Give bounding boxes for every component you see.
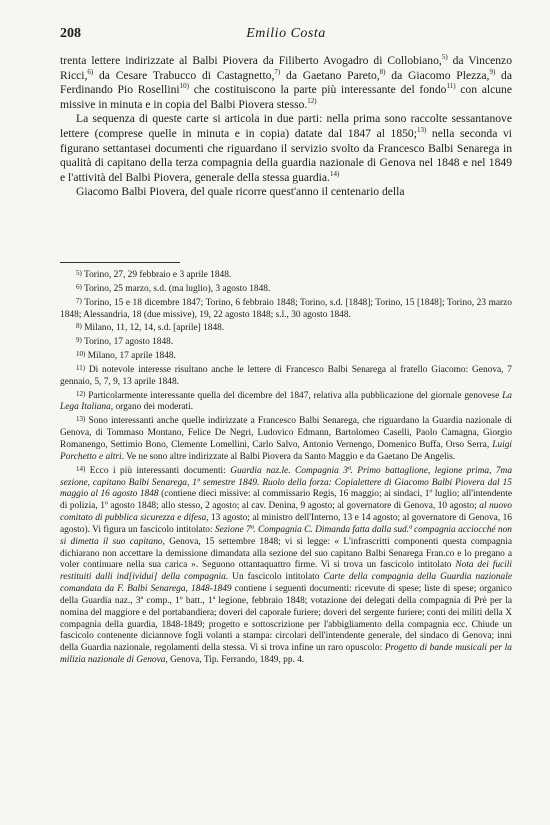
footnote-13: $^{13)}$ Sono interessanti anche quelle indirizzate a Francesco Balbi Senarega, che riguardano la Guardia nazionale di Genova, di Tommaso Montano, Felice De Negri, Ludovico Edmann, Bartolomeo Caselli, Paolo Camagna, Giorgio Romanengo, Settimio Bono, Clemente Lomellini, Carlo Salvo, Antonio Vernengo, Domenico Buffa, Orso Serra, Luigi Porchetto e altri. Ve ne sono altre indirizzate al Balbi Piovera da Santo Maggio e da Gaetano De Angelis. <box>60 415 513 462</box>
paragraph-2: La sequenza di queste carte si articola in due parti: nella prima sono raccolte sessantanove lettere (comprese quelle in minuta e in copia) datate dal 1847 al 1850;$^{13)}$ nella seconda vi figurano settantasei documenti che riguardano il servizio svolto da Francesco Balbi Senarega in qualità di capitano della terza compagnia della guardia nazionale di Genova nel 1848 e nel 1849 e l'attività del Balbi Piovera, generale della stessa guardia.$^{14)}$ <box>60 112 512 184</box>
running-title: Emilio Costa <box>246 26 326 41</box>
footnotes <box>60 268 512 667</box>
page-number: 208 <box>60 26 81 41</box>
footnote-ref: 5) <box>441 53 448 62</box>
footnote-12: $^{12)}$ Particolarmente interessante quella del dicembre del 1847, relativa alla pubblicazione del giornale genovese La Lega Italiana, organo dei moderati. <box>60 389 512 413</box>
footnote-ref: 14) <box>329 169 340 178</box>
footnote-separator <box>60 262 180 263</box>
page-header <box>60 26 512 46</box>
footnote-ref: 10) <box>179 82 189 91</box>
footnote-10: $^{10)}$ Milano, 17 aprile 1848. <box>76 350 176 362</box>
footnote-8: $^{8)}$ Milano, 11, 12, 14, s.d. [aprile] 1848. <box>76 322 225 334</box>
paragraph-1: trenta lettere indirizzate al Balbi Piovera da Filiberto Avogadro di Collobiano,$^{5)}$ da Vincenzo Ricci,$^{6)}$ da Cesare Trabucco di Castagnetto,$^{7)}$ da Gaetano Pareto,$^{8)}$ da Giacomo Plezza,$^{9)}$ da Ferdinando Pio Rosellini$^{10)}$ che costituiscono la parte più interessante del fondo$^{11)}$ con alcune missive in minuta e in copia del Balbi Piovera stesso.$^{12)}$ <box>60 53 513 111</box>
footnote-14: $^{14)}$ Ecco i più interessanti documenti: Guardia naz.le. Compagnia 3ª. Primo battaglione, legione prima, 7ma sezione, capitano Balbi Senarega, 1º semestre 1849. Ruolo della forza: Copialettere di Giacomo Balbi Piovera dal 15 maggio al 16 agosto 1848 (contiene dieci missive: al commissario Regis, 16 maggio; ai sindaci, 1º luglio; all'intendente di polizia, 1º agosto 1848; allo stesso, 2 agosto; al cav. Denina, 9 agosto; al governatore di Genova, 10 agosto; al nuovo comitato di pubblica sicurezza e difesa, 13 agosto; al ministro dell'Interno, 13 e 14 agosto; al governatore di Genova, 16 agosto). Vi figura un fascicolo intitolato: Sezione 7ª. Compagnia C. Dimanda fatta dalla sud.ª compagnia acciocché non si dimetta il suo capitano, Genova, 15 settembre 1848; vi si legge: « L'infrascritti componenti questa compagnia dichiarano non accettare la demissione dimandata alla sezione del suo capitano Balbi Senarega Fran.co e lo pregano a voler continuare nella sua carica ». Seguono ottantaquattro firme. Vi si trova un fascicolo intitolato Nota dei fucili restituiti dalli ind[ividui] della compagnia. Un fascicolo intitolato Carte della compagnia della Guardia nazionale comandata da F. Balbi Senarega, 1848-1849 contiene i seguenti documenti: ricevute di spese; liste di spese; organico della Guardia naz., 3ª comp., 1º batt., 1ª legione, febbraio 1848; votazione dei delegati della compagnia di Prè per la nomina del maggiore e del portabandiera; doveri del caporale furiere; doveri del sergente furiere; conti dei militi della X compagnia della guardia, 1848-1849; progetto e sottoscrizione per l'abbigliamento della compagnia ecc. Chiude un fascicolo contenente diciannove fogli volanti a stampa: circolari dell'intendente generale, del sindaco di Genova; inni della Guardia nazionale, regolamenti della stessa. Vi si trova infine un raro opuscolo: Progetto di bande musicali per la milizia nazionale di Genova, Genova, Tip. Ferrando, 1849, pp. 4. <box>60 464 513 666</box>
footnote-ref: 9) <box>489 67 496 76</box>
footnote-ref: 13) <box>416 126 427 135</box>
footnote-5: $^{5)}$ Torino, 27, 29 febbraio e 3 aprile 1848. <box>76 269 232 280</box>
footnote-ref: 6) <box>87 67 94 76</box>
footnote-ref: 8) <box>379 67 386 76</box>
footnote-ref: 11) <box>446 82 456 91</box>
footnote-9: $^{9)}$ Torino, 17 agosto 1848. <box>76 336 174 348</box>
footnote-6: $^{6)}$ Torino, 25 marzo, s.d. (ma luglio), 3 agosto 1848. <box>76 282 271 294</box>
footnote-11: $^{11)}$ Di notevole interesse risultano anche le lettere di Francesco Balbi Senarega al fratello Giacomo: Genova, 7 gennaio, 5, 7, 9, 13 aprile 1848. <box>60 363 512 387</box>
footnote-ref: 7) <box>274 67 281 76</box>
footnote-ref: 12) <box>307 96 317 105</box>
paragraph-3: Giacomo Balbi Piovera, del quale ricorre quest'anno il centenario della <box>76 185 405 199</box>
footnote-7: $^{7)}$ Torino, 15 e 18 dicembre 1847; Torino, 6 febbraio 1848; Torino, s.d. [1848]; Torino, 15 [1848]; Torino, 23 marzo 1848; Alessandria, 18 (due missive), 19, 22 agosto 1848; s.l., 30 agosto 1848. <box>60 296 512 320</box>
main-text <box>60 54 512 200</box>
